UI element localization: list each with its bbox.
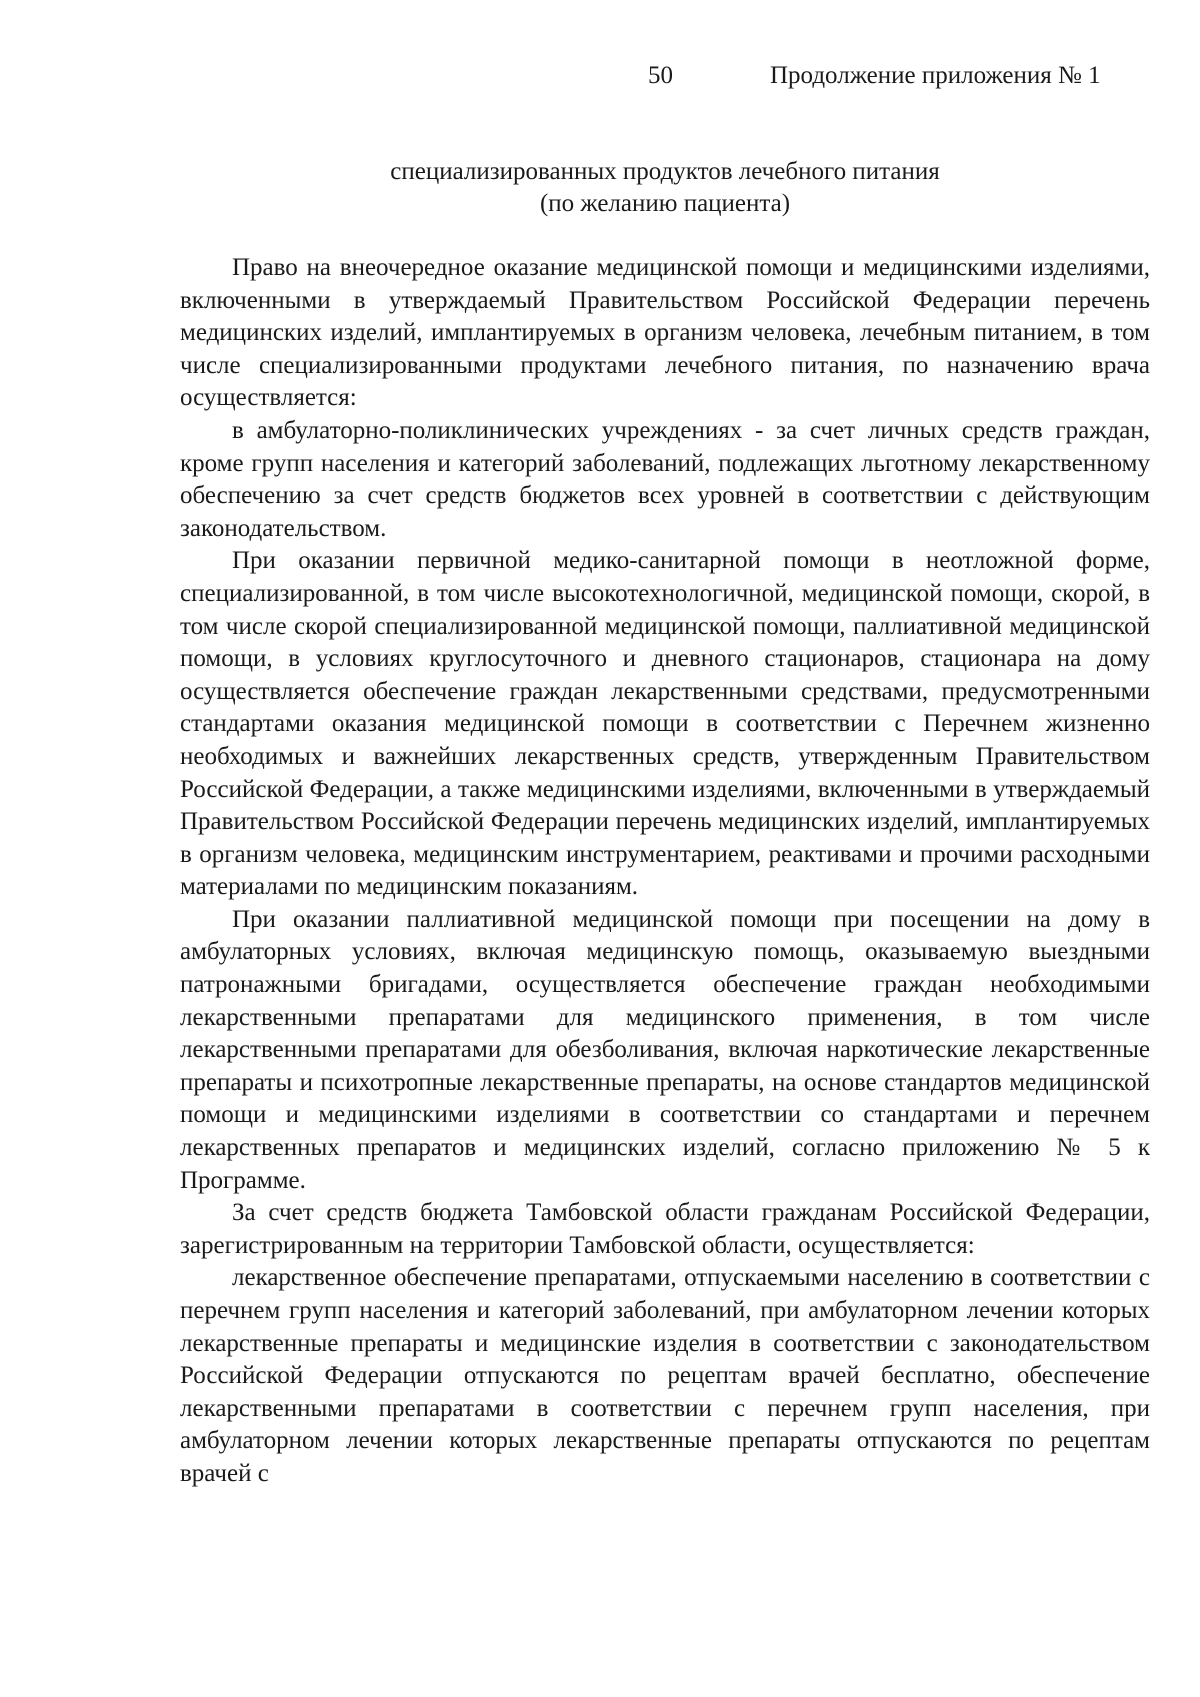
page-number: 50: [648, 62, 673, 89]
page-header: [0, 62, 1200, 102]
paragraph: в амбулаторно-поликлинических учреждениях - за счет личных средств граждан, кроме групп населения и категорий заболеваний, подлежащих льготному лекарственному обеспечению за счет средств бюджетов всех уровней в соответствии с действующим законодательством.: [180, 416, 1150, 542]
paragraph: При оказании первичной медико-санитарной помощи в неотложной форме, специализированной, в том числе высокотехнологичной, медицинской помощи, скорой, в том числе скорой специализированной медицинской помощи, паллиативной медицинской помощи, в условиях круглосуточного и дневного стационаров, стационара на дому осуществляется обеспечение граждан лекарственными средствами, предусмотренными стандартами оказания медицинской помощи в соответствии с Перечнем жизненно необходимых и важнейших лекарственных средств, утвержденным Правительством Российской Федерации, а также медицинскими изделиями, включенными в утверждаемый Правительством Российской Федерации перечень медицинских изделий, имплантируемых в организм человека, медицинским инструментарием, реактивами и прочими расходными материалами по медицинским показаниям.: [180, 547, 1150, 901]
section-title-line-1: специализированных продуктов лечебного питания: [390, 158, 940, 185]
appendix-continuation-label: Продолжение приложения № 1: [770, 62, 1101, 89]
paragraph: За счет средств бюджета Тамбовской области гражданам Российской Федерации, зарегистрированным на территории Тамбовской области, осуществляется:: [180, 1199, 1150, 1259]
paragraph: лекарственное обеспечение препаратами, отпускаемыми населению в соответствии с перечнем групп населения и категорий заболеваний, при амбулаторном лечении которых лекарственные препараты и медицинские изделия в соответствии с законодательством Российской Федерации отпускаются по рецептам врачей бесплатно, обеспечение лекарственными препаратами в соответствии с перечнем групп населения, при амбулаторном лечении которых лекарственные препараты отпускаются по рецептам врачей с: [180, 1264, 1150, 1487]
section-title: [180, 156, 1150, 220]
section-title-line-2: (по желанию пациента): [539, 190, 791, 217]
paragraph: При оказании паллиативной медицинской помощи при посещении на дому в амбулаторных условиях, включая медицинскую помощь, оказываемую выездными патронажными бригадами, осуществляется обеспечение граждан необходимыми лекарственными препаратами для медицинского применения, в том числе лекарственными препаратами для обезболивания, включая наркотические лекарственные препараты и психотропные лекарственные препараты, на основе стандартов медицинской помощи и медицинскими изделиями в соответствии со стандартами и перечнем лекарственных препаратов и медицинских изделий, согласно приложению № 5 к Программе.: [180, 905, 1150, 1194]
paragraph: Право на внеочередное оказание медицинской помощи и медицинскими изделиями, включенными в утверждаемый Правительством Российской Федерации перечень медицинских изделий, имплантируемых в организм человека, лечебным питанием, в том числе специализированными продуктами лечебного питания, по назначению врача осуществляется:: [180, 254, 1150, 412]
document-body: [180, 252, 1150, 1491]
